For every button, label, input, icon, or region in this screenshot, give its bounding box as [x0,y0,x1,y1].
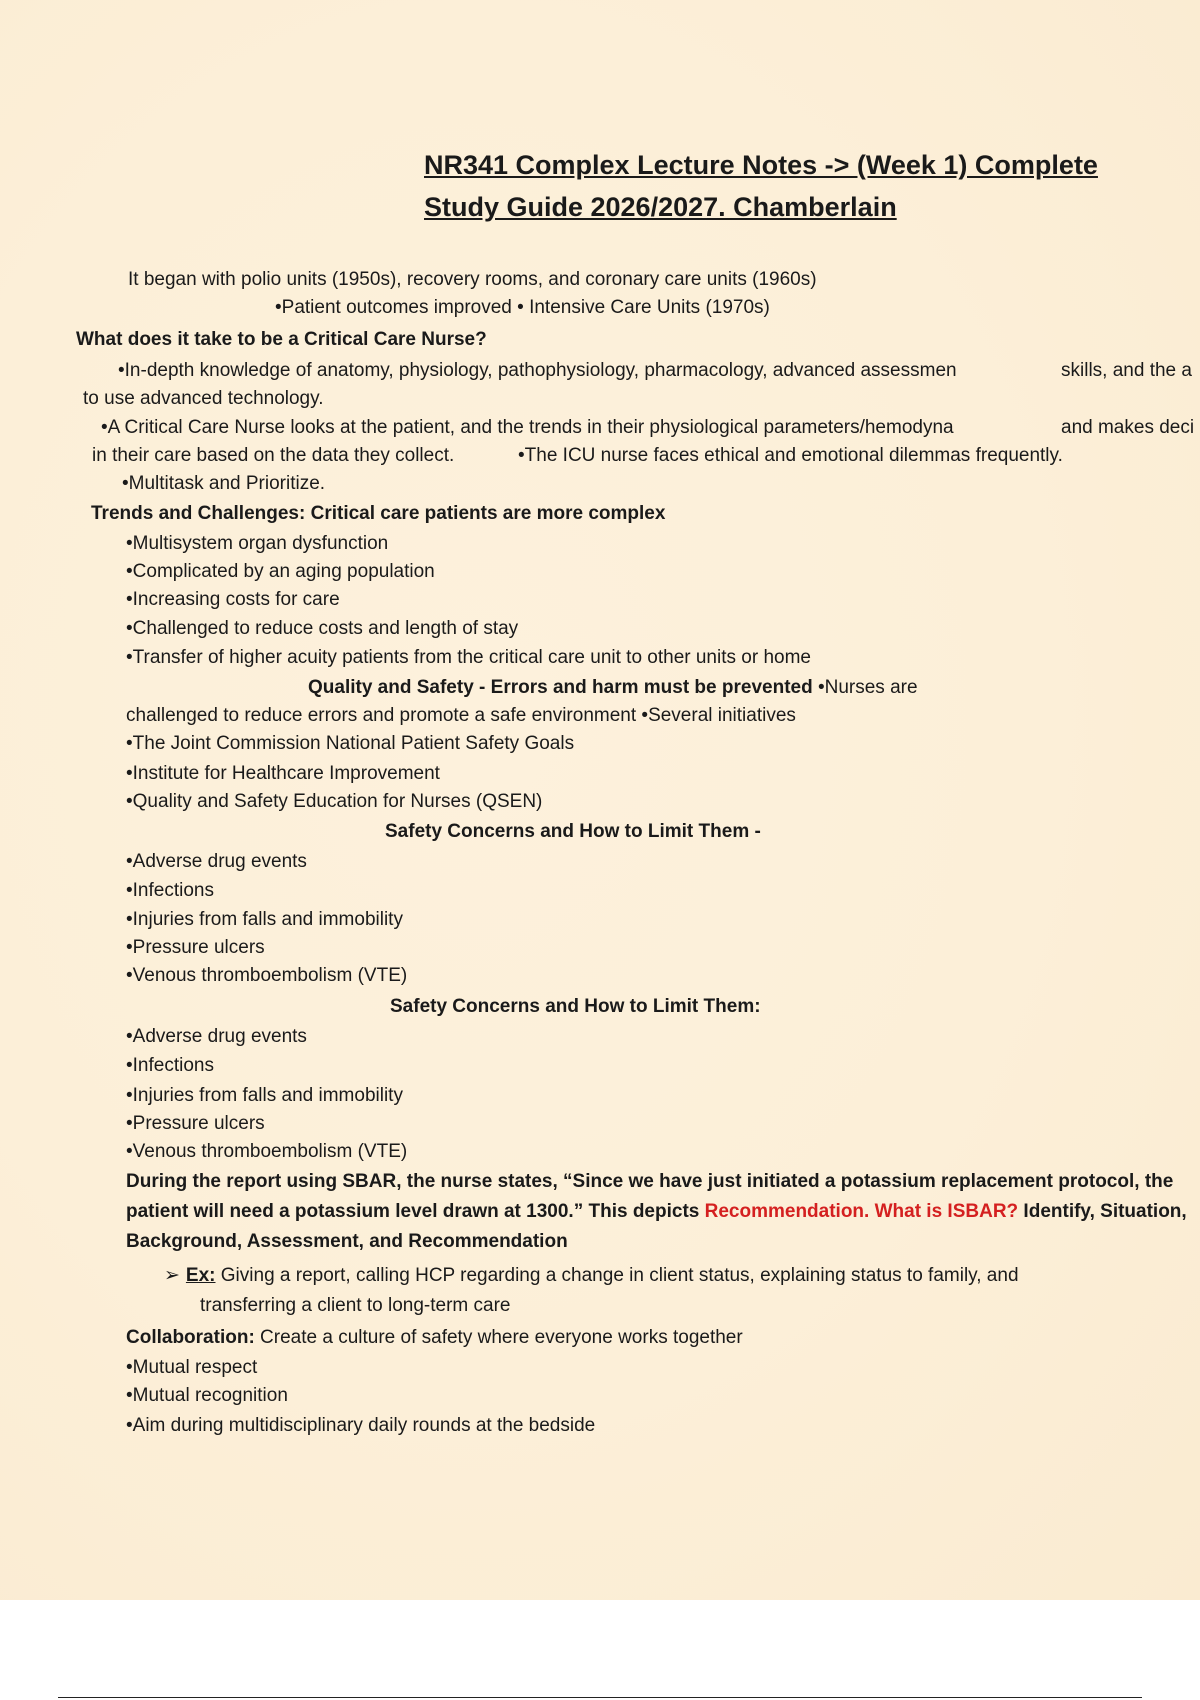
list-item: •Multisystem organ dysfunction [126,533,389,554]
nurse-knowledge-b: skills, and the a [1061,360,1192,381]
nurse-multitask: •Multitask and Prioritize. [122,473,326,494]
sbar-recommendation-highlight: Recommendation. What is ISBAR? [704,1201,1019,1222]
list-item: •Venous thromboembolism (VTE) [126,1141,408,1162]
list-item: •Challenged to reduce costs and length of stay [126,618,519,639]
nurse-ethics: •The ICU nurse faces ethical and emotional dilemmas frequently. [518,445,1063,466]
nurse-knowledge-a: •In-depth knowledge of anatomy, physiology, pathophysiology, pharmacology, advanced assessmen [118,360,957,381]
example-text: Giving a report, calling HCP regarding a change in client status, explaining status to family, and [215,1265,1019,1286]
quality-heading: Quality and Safety - Errors and harm must be prevented [308,677,813,698]
document-title-line2: Study Guide 2026/2027. Chamberlain [424,192,897,222]
nurse-trends-a: •A Critical Care Nurse looks at the patient, and the trends in their physiological parameters/hemodyna [101,417,954,438]
list-item: •Adverse drug events [126,851,307,872]
list-item: •Aim during multidisciplinary daily rounds at the bedside [126,1415,596,1436]
list-item: •Increasing costs for care [126,589,340,610]
document-title-line1: NR341 Complex Lecture Notes -> (Week 1) Complete [424,150,1098,180]
example-text-2: transferring a client to long-term care [200,1295,511,1316]
list-item: •Transfer of higher acuity patients from the critical care unit to other units or home [126,647,811,668]
challenges-heading: Trends and Challenges: Critical care patients are more complex [91,503,666,524]
intro-history: It began with polio units (1950s), recovery rooms, and coronary care units (1960s) [128,269,817,290]
list-item: •Adverse drug events [126,1026,307,1047]
quality-heading-line [308,676,918,700]
collab-text: Create a culture of safety where everyone works together [254,1327,743,1348]
sbar-line2-a: patient will need a potassium level drawn at 1300.” This depicts [126,1201,705,1222]
list-item: •Venous thromboembolism (VTE) [126,965,408,986]
sbar-line3: Background, Assessment, and Recommendation [126,1231,568,1252]
nurse-heading: What does it take to be a Critical Care Nurse? [76,329,487,350]
sbar-line2 [126,1200,1187,1224]
list-item: •The Joint Commission National Patient Safety Goals [126,733,575,754]
safety-heading-1: Safety Concerns and How to Limit Them - [385,821,761,842]
intro-outcomes: •Patient outcomes improved • Intensive Care Units (1970s) [275,297,770,318]
list-item: •Mutual recognition [126,1385,288,1406]
quality-line2: challenged to reduce errors and promote a safe environment •Several initiatives [126,705,796,726]
list-item: •Mutual respect [126,1357,258,1378]
nurse-trends-c: in their care based on the data they collect. [92,445,455,466]
nurse-knowledge-c: to use advanced technology. [83,388,324,409]
list-item: •Injuries from falls and immobility [126,909,403,930]
list-item: •Institute for Healthcare Improvement [126,763,440,784]
example-label: Ex: [185,1265,216,1286]
list-item: •Pressure ulcers [126,937,265,958]
list-item: •Infections [126,880,214,901]
arrow-bullet-icon: ➢ [164,1265,180,1286]
collab-line [126,1326,743,1350]
example-line [164,1264,1019,1288]
list-item: •Quality and Safety Education for Nurses (QSEN) [126,791,543,812]
sbar-line2-c: Identify, Situation, [1018,1201,1187,1222]
sbar-line1: During the report using SBAR, the nurse states, “Since we have just initiated a potassium replacement protocol, the [126,1171,1174,1192]
list-item: •Infections [126,1055,214,1076]
list-item: •Pressure ulcers [126,1113,265,1134]
quality-heading-tail: •Nurses are [812,677,918,698]
list-item: •Injuries from falls and immobility [126,1085,403,1106]
nurse-trends-b: and makes deci [1061,417,1195,438]
collab-label: Collaboration: [126,1327,255,1348]
safety-heading-2: Safety Concerns and How to Limit Them: [390,996,761,1017]
list-item: •Complicated by an aging population [126,561,435,582]
footer-divider [58,1697,1142,1698]
